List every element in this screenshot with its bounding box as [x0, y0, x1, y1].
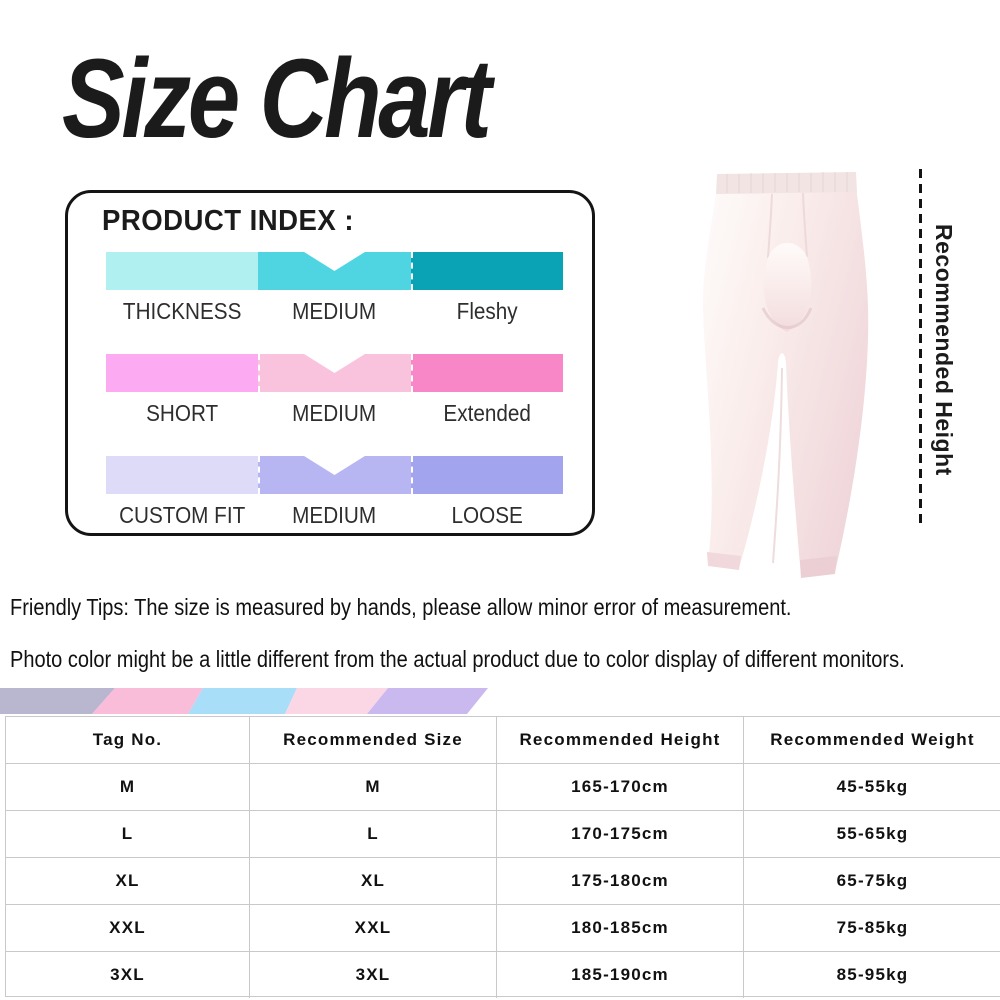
thickness-bar [106, 252, 563, 290]
table-cell: 165-170cm [496, 763, 743, 810]
table-header-cell: Recommended Size [249, 717, 496, 763]
label-medium: MEDIUM [292, 298, 377, 324]
medium-notch-icon [302, 251, 366, 271]
length-labels [106, 400, 563, 427]
length-segment-medium [258, 354, 410, 392]
medium-notch-icon [302, 353, 366, 373]
size-table [5, 716, 1000, 997]
table-cell: 45-55kg [743, 763, 1000, 810]
leggings-product-image [635, 158, 925, 588]
friendly-tips-line2: Photo color might be a little different from the actual product due to color display of different monitors. [10, 646, 905, 672]
segment-divider [258, 354, 260, 392]
table-cell: XL [249, 857, 496, 904]
table-cell: M [6, 763, 249, 810]
table-header-cell: Recommended Height [496, 717, 743, 763]
table-header-cell: Recommended Weight [743, 717, 1000, 763]
table-cell: L [249, 810, 496, 857]
table-cell: 75-85kg [743, 904, 1000, 951]
product-index-heading: PRODUCT INDEX : [102, 205, 355, 237]
table-cell: 180-185cm [496, 904, 743, 951]
table-cell: 3XL [6, 951, 249, 998]
segment-divider [258, 456, 260, 494]
label-medium: MEDIUM [292, 502, 377, 528]
segment-divider [411, 456, 413, 494]
decorative-ribbon [0, 688, 512, 714]
friendly-tips-line1: Friendly Tips: The size is measured by hands, please allow minor error of measurement. [10, 594, 792, 620]
thickness-labels [106, 298, 563, 325]
label-extended: Extended [443, 400, 531, 426]
thickness-segment-fleshy [411, 252, 563, 290]
recommended-height-vertical-label: Recommended Height [931, 224, 957, 476]
thickness-segment-light [106, 252, 258, 290]
height-dashed-line [919, 169, 922, 525]
medium-notch-icon [302, 455, 366, 475]
fit-segment-custom [106, 456, 258, 494]
table-cell: XL [6, 857, 249, 904]
label-short: SHORT [146, 400, 219, 426]
table-header-cell: Tag No. [92, 730, 163, 749]
label-fleshy: Fleshy [456, 298, 518, 324]
table-cell: 185-190cm [496, 951, 743, 998]
label-loose: LOOSE [451, 502, 523, 528]
segment-divider [411, 354, 413, 392]
index-bar-fit [106, 456, 563, 529]
table-cell: M [249, 763, 496, 810]
length-segment-short [106, 354, 258, 392]
ribbon-segment [188, 688, 297, 714]
fit-segment-medium [258, 456, 410, 494]
table-cell: L [6, 810, 249, 857]
thickness-segment-medium [258, 252, 410, 290]
table-cell: 65-75kg [743, 857, 1000, 904]
segment-divider [411, 252, 413, 290]
page-title: Size Chart [62, 36, 489, 161]
table-cell: XXL [249, 904, 496, 951]
table-cell: 170-175cm [496, 810, 743, 857]
table-cell: 85-95kg [743, 951, 1000, 998]
label-custom-fit: CUSTOM FIT [119, 502, 246, 528]
fit-labels [106, 502, 563, 529]
product-index-box [65, 190, 595, 536]
table-cell: 175-180cm [496, 857, 743, 904]
fit-segment-loose [411, 456, 563, 494]
table-cell: 55-65kg [743, 810, 1000, 857]
index-bar-length [106, 354, 563, 427]
table-cell: XXL [6, 904, 249, 951]
label-medium: MEDIUM [292, 400, 377, 426]
index-bar-thickness [106, 252, 563, 325]
table-cell: 3XL [249, 951, 496, 998]
label-thickness: THICKNESS [122, 298, 242, 324]
ribbon-segment [367, 688, 488, 714]
length-bar [106, 354, 563, 392]
length-segment-extended [411, 354, 563, 392]
fit-bar [106, 456, 563, 494]
